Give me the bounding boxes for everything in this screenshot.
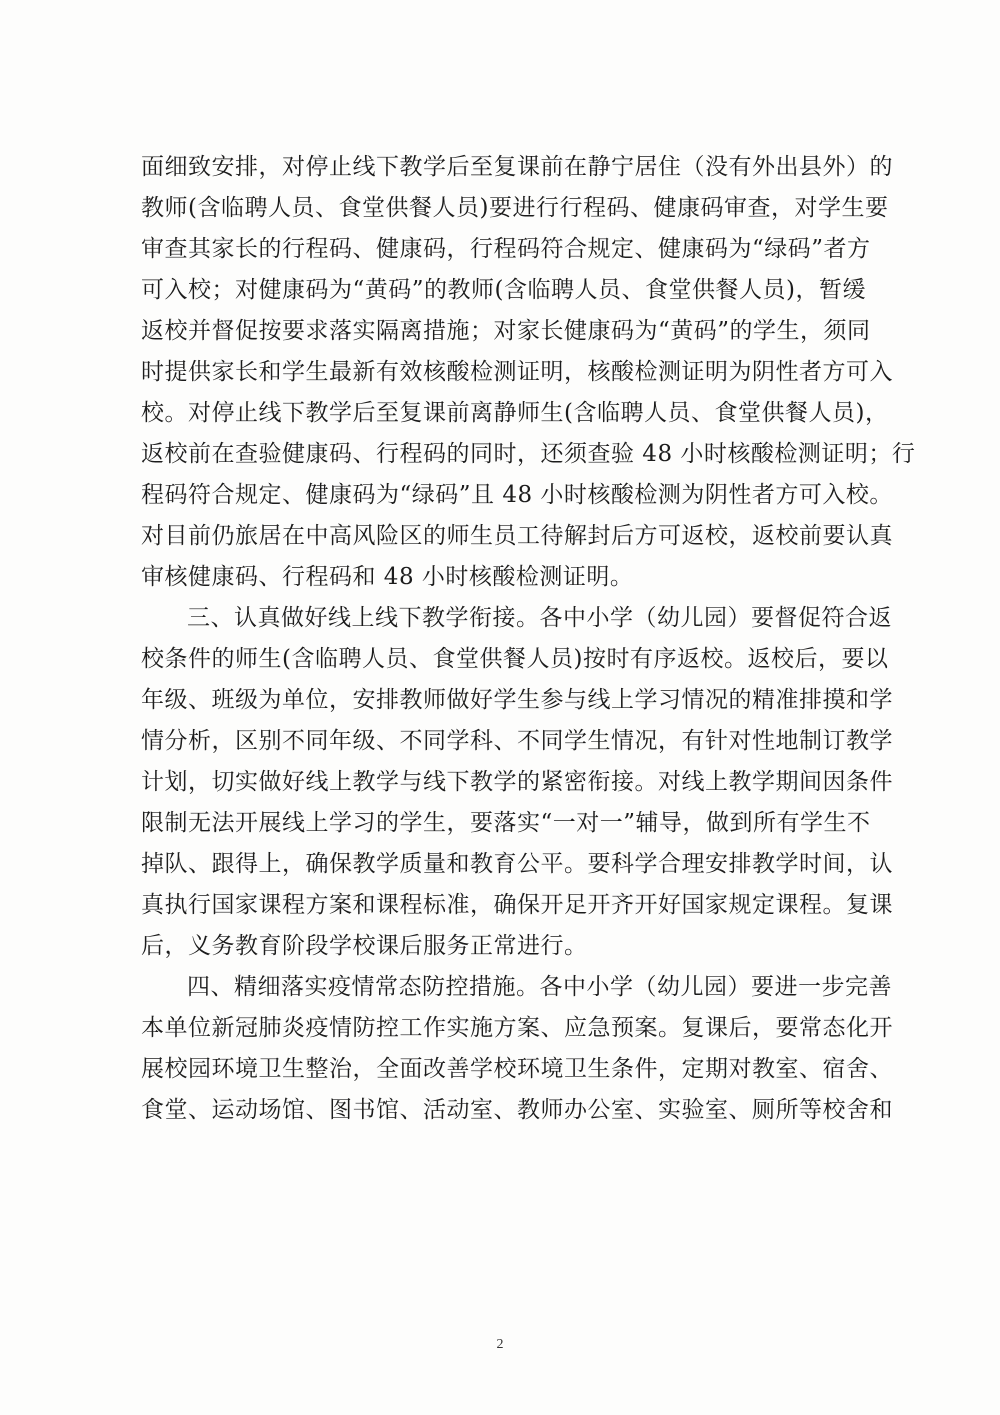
text-line: 程码符合规定、健康码为“绿码”且 48 小时核酸检测为阴性者方可入校。 [141, 482, 893, 508]
text-line: 本单位新冠肺炎疫情防控工作实施方案、应急预案。复课后，要常态化开 [141, 1015, 893, 1041]
text-line: 食堂、运动场馆、图书馆、活动室、教师办公室、实验室、厕所等校舍和 [141, 1097, 893, 1123]
text-line: 情分析，区别不同年级、不同学科、不同学生情况，有针对性地制订教学 [141, 728, 893, 754]
text-line: 返校前在查验健康码、行程码的同时，还须查验 48 小时核酸检测证明；行 [141, 441, 916, 467]
text-line: 时提供家长和学生最新有效核酸检测证明，核酸检测证明为阴性者方可入 [141, 359, 893, 385]
text-line: 年级、班级为单位，安排教师做好学生参与线上学习情况的精准排摸和学 [141, 687, 893, 713]
text-line: 限制无法开展线上学习的学生，要落实“一对一”辅导，做到所有学生不 [141, 810, 871, 836]
text-line: 掉队、跟得上，确保教学质量和教育公平。要科学合理安排教学时间，认 [141, 851, 893, 877]
text-line: 真执行国家课程方案和课程标准，确保开足开齐开好国家规定课程。复课 [141, 892, 893, 918]
section-three-heading-line: 三、认真做好线上线下教学衔接。各中小学（幼儿园）要督促符合返 [187, 605, 892, 631]
text-line: 审核健康码、行程码和 48 小时核酸检测证明。 [141, 564, 634, 590]
text-line: 计划，切实做好线上教学与线下教学的紧密衔接。对线上教学期间因条件 [141, 769, 893, 795]
text-line: 对目前仍旅居在中高风险区的师生员工待解封后方可返校，返校前要认真 [141, 523, 893, 549]
body-text [141, 147, 916, 1131]
page-number: 2 [496, 1337, 504, 1352]
text-line: 教师(含临聘人员、食堂供餐人员)要进行行程码、健康码审查，对学生要 [141, 195, 889, 221]
text-line: 面细致安排，对停止线下教学后至复课前在静宁居住（没有外出县外）的 [141, 154, 893, 180]
text-line: 校条件的师生(含临聘人员、食堂供餐人员)按时有序返校。返校后，要以 [141, 646, 889, 672]
text-line: 可入校；对健康码为“黄码”的教师(含临聘人员、食堂供餐人员)，暂缓 [141, 277, 866, 303]
text-line: 校。对停止线下教学后至复课前离静师生(含临聘人员、食堂供餐人员)， [141, 400, 889, 426]
text-line: 后，义务教育阶段学校课后服务正常进行。 [141, 933, 588, 959]
text-line: 返校并督促按要求落实隔离措施；对家长健康码为“黄码”的学生，须同 [141, 318, 871, 344]
section-four-heading-line: 四、精细落实疫情常态防控措施。各中小学（幼儿园）要进一步完善 [187, 974, 892, 1000]
text-line: 审查其家长的行程码、健康码，行程码符合规定、健康码为“绿码”者方 [141, 236, 871, 262]
text-line: 展校园环境卫生整治，全面改善学校环境卫生条件，定期对教室、宿舍、 [141, 1056, 893, 1082]
